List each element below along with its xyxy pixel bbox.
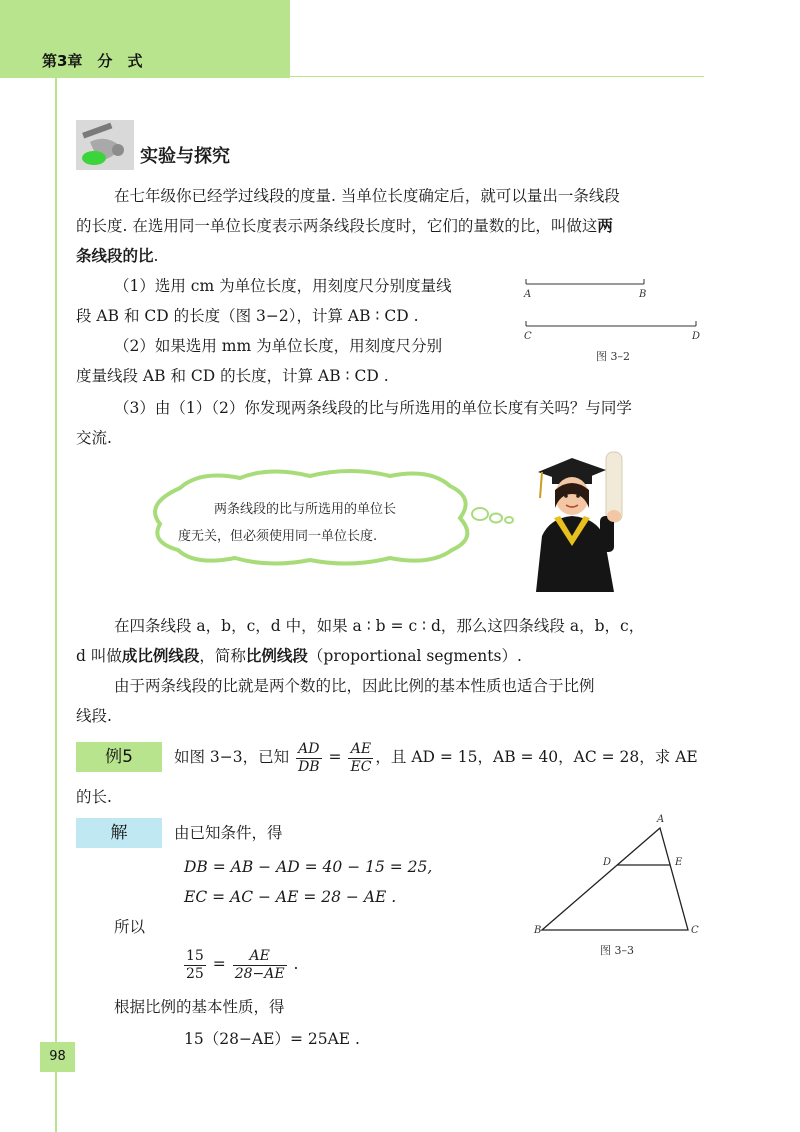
fig33-label-b: B xyxy=(534,925,542,936)
fig33-caption: 图 3–3 xyxy=(600,944,634,957)
fig33-label-d: D xyxy=(603,857,612,868)
solution-equation-1: DB = AB − AD = 40 − 15 = 25, xyxy=(184,858,433,876)
fig33-label-c: C xyxy=(691,925,699,936)
question-1-line-1: （1）选用 cm 为单位长度，用刻度尺分别度量线 xyxy=(114,277,452,295)
solution-proportion: $\frac{15}{25}$ = $\frac{AE}{28-AE}$ . xyxy=(186,947,299,982)
definition-line-3: 由于两条线段的比就是两个数的比，因此比例的基本性质也适合于比例 xyxy=(114,677,595,695)
solution-line-1: 由已知条件，得 xyxy=(174,824,283,842)
question-3-line-1: （3）由（1）（2）你发现两条线段的比与所选用的单位长度有关吗？与同学 xyxy=(114,399,632,417)
question-2-line-2: 度量线段 AB 和 CD 的长度，计算 AB ∶ CD . xyxy=(76,367,389,385)
fraction-15-25: $\frac{15}{25}$ xyxy=(186,947,204,982)
figure-3-3-triangle xyxy=(530,816,710,942)
intro-line-1: 在七年级你已经学过线段的度量. 当单位长度确定后，就可以量出一条线段 xyxy=(114,187,620,205)
fig33-label-e: E xyxy=(675,857,683,868)
fraction-ae-ec: $\frac{AE}{EC}$ xyxy=(350,740,372,775)
definition-line-2: d 叫做成比例线段，简称比例线段（proportional segments）. xyxy=(76,647,522,665)
section-title: 实验与探究 xyxy=(140,146,230,167)
solution-tag: 解 xyxy=(76,818,162,848)
graduate-student-illustration xyxy=(528,450,630,592)
question-1-line-2: 段 AB 和 CD 的长度（图 3−2），计算 AB ∶ CD . xyxy=(76,307,419,325)
bubble-line-2: 度无关，但必须使用同一单位长度. xyxy=(178,529,378,544)
experiment-icon xyxy=(76,120,134,170)
left-margin-bar xyxy=(55,78,57,1132)
solution-equation-2: EC = AC − AE = 28 − AE . xyxy=(184,888,397,906)
example-statement: 如图 3−3，已知 $\frac{AD}{DB}$ = $\frac{AE}{EC}$ ，且 AD = 15，AB = 40，AC = 28，求 AE xyxy=(174,740,698,775)
fig33-label-a: A xyxy=(657,814,665,825)
fig32-caption: 图 3–2 xyxy=(596,350,630,363)
header-rule xyxy=(290,76,704,77)
figure-3-2-segments xyxy=(520,276,710,340)
definition-line-4: 线段. xyxy=(76,707,112,725)
fraction-ae-28-ae: $\frac{AE}{28-AE}$ xyxy=(234,947,285,982)
intro-line-3: 条线段的比. xyxy=(76,247,159,265)
fig32-label-a: A xyxy=(524,289,532,300)
fig32-label-d: D xyxy=(692,331,701,342)
fraction-ad-db: $\frac{AD}{DB}$ xyxy=(298,740,320,775)
chapter-header: 第3章 分 式 xyxy=(42,52,143,70)
fig32-label-c: C xyxy=(524,331,532,342)
thought-bubble xyxy=(140,468,520,568)
fig32-label-b: B xyxy=(639,289,647,300)
example-tag: 例5 xyxy=(76,742,162,772)
solution-so: 所以 xyxy=(114,918,146,936)
page-number: 98 xyxy=(49,1049,66,1064)
definition-line-1: 在四条线段 a，b，c，d 中，如果 a ∶ b = c ∶ d，那么这四条线段 a，b，c， xyxy=(114,617,645,635)
solution-equation-3: 15（28−AE）= 25AE . xyxy=(184,1030,360,1048)
bubble-line-1: 两条线段的比与所选用的单位长 xyxy=(214,502,397,517)
solution-basis: 根据比例的基本性质，得 xyxy=(114,998,285,1016)
question-2-line-1: （2）如果选用 mm 为单位长度，用刻度尺分别 xyxy=(114,337,443,355)
question-3-line-2: 交流. xyxy=(76,429,112,447)
intro-line-2: 的长度. 在选用同一单位长度表示两条线段长度时，它们的量数的比，叫做这两 xyxy=(76,217,613,235)
example-line-2: 的长. xyxy=(76,788,112,806)
